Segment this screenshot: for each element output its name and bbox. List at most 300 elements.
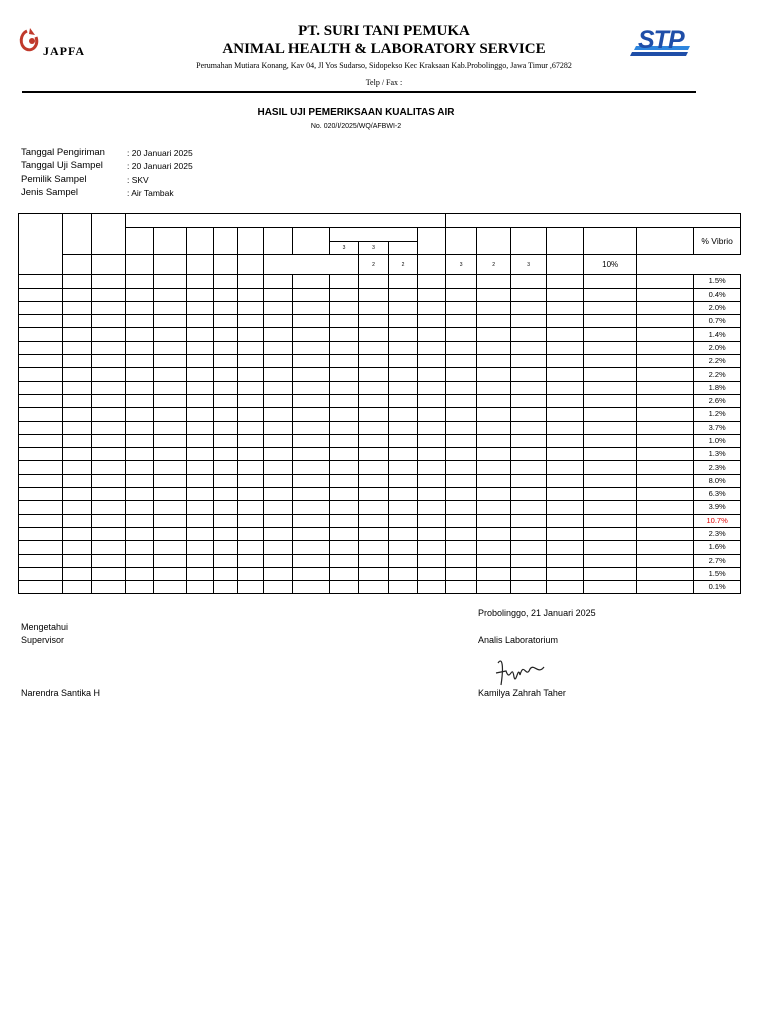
header-cell — [214, 228, 238, 255]
data-cell — [584, 488, 637, 501]
data-cell — [637, 341, 694, 354]
data-cell — [511, 501, 547, 514]
data-cell — [214, 434, 238, 447]
data-cell — [584, 355, 637, 368]
data-cell — [330, 448, 359, 461]
data-cell — [584, 341, 637, 354]
data-cell — [63, 275, 92, 288]
header-cell — [264, 228, 293, 255]
data-cell — [19, 381, 63, 394]
data-cell — [264, 474, 293, 487]
table-row — [19, 341, 741, 354]
data-cell — [187, 488, 214, 501]
data-cell — [637, 421, 694, 434]
data-cell — [584, 474, 637, 487]
data-cell — [154, 488, 187, 501]
data-cell — [584, 448, 637, 461]
data-cell — [264, 301, 293, 314]
data-cell — [446, 381, 477, 394]
data-cell — [446, 421, 477, 434]
data-cell — [389, 488, 418, 501]
data-cell — [330, 501, 359, 514]
data-cell — [637, 288, 694, 301]
data-cell — [511, 488, 547, 501]
data-cell — [584, 408, 637, 421]
data-cell — [214, 501, 238, 514]
data-cell — [92, 341, 126, 354]
data-cell — [154, 448, 187, 461]
data-cell — [418, 355, 446, 368]
data-cell — [92, 527, 126, 540]
table-row — [19, 301, 741, 314]
data-cell — [389, 434, 418, 447]
header-cell — [92, 214, 126, 255]
supervisor-name: Narendra Santika H — [21, 688, 101, 698]
data-cell — [418, 581, 446, 594]
data-cell — [330, 341, 359, 354]
data-cell — [293, 581, 330, 594]
data-cell — [63, 567, 92, 580]
data-cell — [214, 448, 238, 461]
data-cell — [154, 434, 187, 447]
data-cell — [187, 328, 214, 341]
info-value: : 20 Januari 2025 — [127, 161, 193, 171]
data-cell — [477, 381, 511, 394]
data-cell — [511, 368, 547, 381]
vibrio-value: 2.7% — [694, 554, 741, 567]
header-cell — [126, 255, 154, 275]
data-cell — [293, 301, 330, 314]
vibrio-value: 1.5% — [694, 275, 741, 288]
data-cell — [584, 514, 637, 527]
data-cell — [154, 474, 187, 487]
data-cell — [584, 527, 637, 540]
table-row — [19, 315, 741, 328]
data-cell — [92, 394, 126, 407]
data-cell — [547, 488, 584, 501]
data-cell — [330, 554, 359, 567]
data-cell — [187, 408, 214, 421]
data-cell — [187, 315, 214, 328]
data-cell — [92, 554, 126, 567]
header-cell — [187, 255, 214, 275]
data-cell — [19, 567, 63, 580]
table-row — [19, 355, 741, 368]
data-cell — [63, 474, 92, 487]
info-label: Tanggal Uji Sampel — [21, 160, 103, 171]
data-cell — [446, 355, 477, 368]
data-cell — [547, 408, 584, 421]
data-cell — [418, 567, 446, 580]
vibrio-value: 6.3% — [694, 488, 741, 501]
data-cell — [330, 421, 359, 434]
data-cell — [214, 288, 238, 301]
header-cell — [547, 228, 584, 255]
data-cell — [63, 514, 92, 527]
data-cell — [19, 474, 63, 487]
data-cell — [187, 501, 214, 514]
vibrio-value: 3.7% — [694, 421, 741, 434]
data-cell — [238, 301, 264, 314]
data-cell — [477, 408, 511, 421]
header-cell — [293, 228, 330, 255]
data-cell — [584, 288, 637, 301]
data-cell — [547, 341, 584, 354]
data-cell — [187, 461, 214, 474]
data-cell — [154, 461, 187, 474]
japfa-logo-text: JAPFA — [43, 44, 86, 58]
data-cell — [637, 501, 694, 514]
info-value: : Air Tambak — [127, 188, 174, 198]
data-cell — [187, 581, 214, 594]
company-name: PT. SURI TANI PEMUKA — [298, 23, 470, 39]
vibrio-value: 0.7% — [694, 315, 741, 328]
data-cell — [264, 501, 293, 514]
table-row — [19, 461, 741, 474]
data-cell — [511, 275, 547, 288]
data-cell — [330, 381, 359, 394]
data-cell — [584, 315, 637, 328]
data-cell — [214, 301, 238, 314]
data-cell — [126, 368, 154, 381]
data-cell — [293, 368, 330, 381]
data-cell — [637, 554, 694, 567]
info-label: Tanggal Pengiriman — [21, 147, 105, 158]
data-cell — [330, 541, 359, 554]
data-cell — [293, 288, 330, 301]
data-cell — [63, 341, 92, 354]
data-cell — [154, 341, 187, 354]
company-contact: Telp / Fax : — [365, 78, 403, 87]
data-cell — [214, 567, 238, 580]
data-cell — [92, 474, 126, 487]
data-cell — [418, 288, 446, 301]
data-cell — [446, 541, 477, 554]
data-cell — [547, 328, 584, 341]
data-cell — [187, 474, 214, 487]
header-cell — [389, 242, 418, 255]
data-cell — [154, 527, 187, 540]
data-cell — [92, 541, 126, 554]
data-cell — [637, 315, 694, 328]
unit-mark: 2 — [389, 255, 418, 275]
data-cell — [187, 394, 214, 407]
data-cell — [238, 567, 264, 580]
vibrio-value: 1.4% — [694, 328, 741, 341]
header-cell — [63, 255, 92, 275]
table-row — [19, 488, 741, 501]
vibrio-value: 0.4% — [694, 288, 741, 301]
data-cell — [584, 434, 637, 447]
data-cell — [547, 394, 584, 407]
data-cell — [154, 581, 187, 594]
data-cell — [154, 288, 187, 301]
data-cell — [446, 514, 477, 527]
data-cell — [418, 368, 446, 381]
data-cell — [126, 341, 154, 354]
vibrio-value: 2.6% — [694, 394, 741, 407]
data-cell — [19, 514, 63, 527]
data-cell — [187, 421, 214, 434]
vibrio-value: 10.7% — [694, 514, 741, 527]
data-cell — [154, 554, 187, 567]
data-cell — [264, 381, 293, 394]
data-cell — [154, 355, 187, 368]
vibrio-value: 1.6% — [694, 541, 741, 554]
data-cell — [418, 554, 446, 567]
data-cell — [389, 554, 418, 567]
vibrio-value: 1.0% — [694, 434, 741, 447]
data-cell — [359, 527, 389, 540]
data-cell — [264, 421, 293, 434]
data-cell — [63, 421, 92, 434]
data-cell — [446, 567, 477, 580]
data-cell — [214, 368, 238, 381]
data-cell — [187, 368, 214, 381]
data-cell — [330, 394, 359, 407]
data-cell — [418, 381, 446, 394]
data-cell — [547, 288, 584, 301]
vibrio-value: 1.5% — [694, 567, 741, 580]
data-cell — [19, 341, 63, 354]
data-cell — [238, 501, 264, 514]
unit-mark: 3 — [446, 255, 477, 275]
data-cell — [154, 501, 187, 514]
data-cell — [92, 434, 126, 447]
data-cell — [359, 434, 389, 447]
data-cell — [293, 275, 330, 288]
data-cell — [126, 394, 154, 407]
data-cell — [187, 527, 214, 540]
data-cell — [126, 554, 154, 567]
header-divider — [22, 91, 696, 93]
table-row — [19, 381, 741, 394]
data-cell — [214, 554, 238, 567]
data-cell — [238, 448, 264, 461]
table-row — [19, 474, 741, 487]
data-cell — [547, 461, 584, 474]
unit-mark: 3 — [359, 242, 389, 255]
data-cell — [637, 567, 694, 580]
data-cell — [264, 408, 293, 421]
data-cell — [359, 567, 389, 580]
data-cell — [92, 501, 126, 514]
data-cell — [418, 328, 446, 341]
data-cell — [154, 394, 187, 407]
data-cell — [187, 341, 214, 354]
data-cell — [477, 341, 511, 354]
table-row — [19, 514, 741, 527]
data-cell — [511, 541, 547, 554]
data-cell — [238, 275, 264, 288]
data-cell — [446, 474, 477, 487]
data-cell — [214, 394, 238, 407]
data-cell — [238, 394, 264, 407]
data-cell — [126, 581, 154, 594]
data-cell — [63, 541, 92, 554]
data-cell — [477, 368, 511, 381]
data-cell — [389, 408, 418, 421]
data-cell — [126, 514, 154, 527]
data-cell — [92, 315, 126, 328]
data-cell — [214, 355, 238, 368]
data-cell — [389, 448, 418, 461]
data-cell — [477, 394, 511, 407]
info-label: Jenis Sampel — [21, 187, 79, 198]
data-cell — [264, 488, 293, 501]
data-cell — [359, 368, 389, 381]
data-cell — [63, 501, 92, 514]
data-cell — [418, 474, 446, 487]
header-cell — [187, 228, 214, 255]
data-cell — [547, 541, 584, 554]
data-cell — [264, 461, 293, 474]
data-cell — [477, 328, 511, 341]
data-cell — [264, 514, 293, 527]
data-cell — [547, 501, 584, 514]
data-cell — [477, 581, 511, 594]
data-cell — [389, 275, 418, 288]
data-cell — [154, 567, 187, 580]
data-cell — [187, 541, 214, 554]
data-cell — [187, 288, 214, 301]
header-cell — [547, 255, 584, 275]
data-cell — [330, 301, 359, 314]
vibrio-value: 2.2% — [694, 368, 741, 381]
data-cell — [418, 514, 446, 527]
data-cell — [330, 328, 359, 341]
data-cell — [389, 301, 418, 314]
data-cell — [19, 527, 63, 540]
data-cell — [477, 541, 511, 554]
data-cell — [584, 394, 637, 407]
data-cell — [637, 301, 694, 314]
header-cell — [238, 228, 264, 255]
vibrio-value: 2.0% — [694, 301, 741, 314]
data-cell — [330, 288, 359, 301]
data-cell — [264, 554, 293, 567]
data-cell — [214, 275, 238, 288]
data-cell — [214, 474, 238, 487]
header-cell — [19, 214, 63, 275]
table-row — [19, 408, 741, 421]
data-cell — [547, 368, 584, 381]
data-cell — [293, 514, 330, 527]
header-cell — [418, 255, 446, 275]
data-cell — [389, 421, 418, 434]
data-cell — [389, 315, 418, 328]
data-cell — [477, 315, 511, 328]
data-cell — [584, 421, 637, 434]
data-cell — [187, 301, 214, 314]
data-cell — [264, 315, 293, 328]
data-cell — [446, 394, 477, 407]
data-cell — [359, 315, 389, 328]
data-cell — [359, 288, 389, 301]
data-cell — [92, 301, 126, 314]
data-cell — [154, 315, 187, 328]
data-cell — [637, 581, 694, 594]
data-cell — [418, 501, 446, 514]
vibrio-value: 2.2% — [694, 355, 741, 368]
data-cell — [126, 527, 154, 540]
data-cell — [154, 368, 187, 381]
data-cell — [126, 448, 154, 461]
unit-mark: 3 — [330, 242, 359, 255]
data-cell — [214, 341, 238, 354]
data-cell — [418, 488, 446, 501]
data-cell — [637, 394, 694, 407]
data-cell — [238, 514, 264, 527]
data-cell — [293, 341, 330, 354]
data-cell — [293, 554, 330, 567]
data-cell — [154, 514, 187, 527]
data-cell — [637, 434, 694, 447]
data-cell — [389, 514, 418, 527]
data-cell — [293, 527, 330, 540]
data-cell — [359, 501, 389, 514]
data-cell — [418, 275, 446, 288]
data-cell — [547, 315, 584, 328]
vibrio-value: 2.0% — [694, 341, 741, 354]
vibrio-value: 2.3% — [694, 527, 741, 540]
header-group-cell — [446, 214, 741, 228]
header-cell — [63, 214, 92, 255]
company-address: Perumahan Mutiara Konang, Kav 04, Jl Yos Sudarso, Sidopekso Kec Kraksaan Kab.Probolinggo, Jawa Timur ,67282 — [196, 61, 572, 70]
data-cell — [330, 474, 359, 487]
data-cell — [389, 474, 418, 487]
data-cell — [511, 288, 547, 301]
data-cell — [238, 461, 264, 474]
data-cell — [477, 527, 511, 540]
data-cell — [477, 421, 511, 434]
data-cell — [238, 421, 264, 434]
data-cell — [389, 288, 418, 301]
data-cell — [584, 581, 637, 594]
data-cell — [238, 434, 264, 447]
data-cell — [359, 514, 389, 527]
data-cell — [238, 581, 264, 594]
unit-mark: 3 — [511, 255, 547, 275]
data-cell — [446, 275, 477, 288]
data-cell — [446, 501, 477, 514]
place-date: Probolinggo, 21 Januari 2025 — [478, 608, 596, 618]
data-cell — [214, 381, 238, 394]
data-cell — [264, 541, 293, 554]
data-cell — [264, 448, 293, 461]
data-cell — [637, 355, 694, 368]
data-cell — [418, 301, 446, 314]
data-cell — [584, 554, 637, 567]
data-cell — [359, 381, 389, 394]
data-cell — [293, 448, 330, 461]
data-cell — [19, 328, 63, 341]
vibrio-value: 1.2% — [694, 408, 741, 421]
data-cell — [389, 461, 418, 474]
table-row — [19, 567, 741, 580]
data-cell — [584, 541, 637, 554]
data-cell — [92, 461, 126, 474]
data-cell — [19, 448, 63, 461]
data-cell — [92, 488, 126, 501]
data-cell — [511, 448, 547, 461]
data-cell — [264, 275, 293, 288]
data-cell — [330, 368, 359, 381]
data-cell — [63, 448, 92, 461]
data-cell — [238, 341, 264, 354]
data-cell — [359, 461, 389, 474]
data-cell — [584, 368, 637, 381]
